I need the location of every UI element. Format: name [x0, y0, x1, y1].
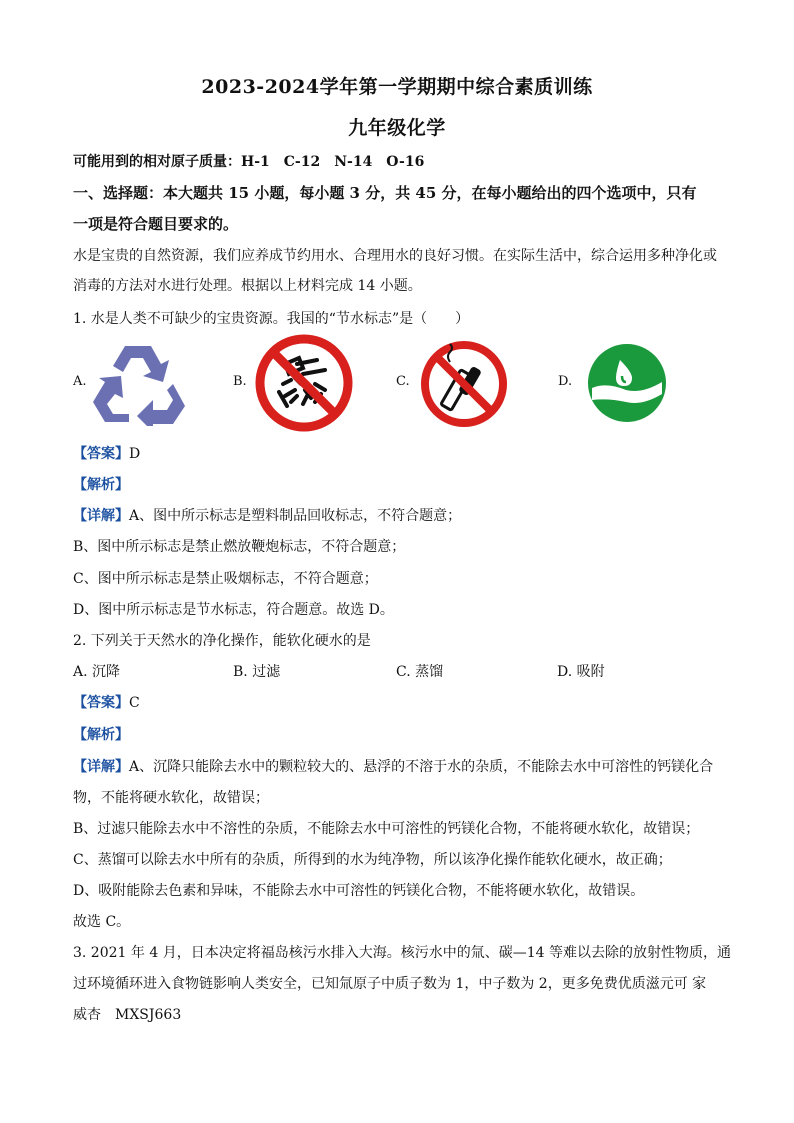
q2-detail-line-c: B、过滤只能除去水中不溶性的杂质，不能除去水中可溶性的钙镁化合物，不能将硬水软化，故错误；	[73, 821, 700, 837]
q3-line-3: 威杏 MXSJ663	[73, 1007, 182, 1023]
q2-detail-line-d: C、蒸馏可以除去水中所有的杂质，所得到的水为纯净物，所以该净化操作能软化硬水，故正确；	[73, 852, 672, 868]
q1-detail-line-a	[73, 505, 461, 525]
intro-line-1: 水是宝贵的自然资源，我们应养成节约用水、合理用水的良好习惯。在实际生活中，综合运用多种净化或	[73, 248, 717, 264]
q1-stem: 1. 水是人类不可缺少的宝贵资源。我国的“节水标志”是（ ）	[73, 311, 470, 327]
answer-value: C	[129, 695, 140, 711]
no-smoking-icon	[420, 340, 508, 428]
q1-option-b	[233, 340, 353, 426]
detail-tag: 【详解】	[73, 759, 129, 775]
q1-analysis	[73, 474, 129, 494]
atomic-masses-line: 可能用到的相对原子质量：H-1 C-12 N-14 O-16	[73, 154, 425, 170]
recycle-icon	[93, 340, 185, 426]
q1-answer	[73, 443, 140, 463]
q1-detail-line-b: B、图中所示标志是禁止燃放鞭炮标志，不符合题意；	[73, 539, 406, 555]
q1-option-c	[396, 340, 516, 426]
section-heading-line-1: 一、选择题：本大题共 15 小题，每小题 3 分，共 45 分，在每小题给出的四个选项中，只有	[73, 184, 697, 202]
q3-line-1: 3. 2021 年 4 月，日本决定将福岛核污水排入大海。核污水中的氚、碳—14 等难以去除的放射性物质，通	[73, 945, 731, 961]
q2-choice-a: A. 沉降	[73, 664, 121, 680]
q2-conclusion: 故选 C。	[73, 914, 131, 930]
answer-value: D	[129, 446, 141, 462]
detail-tag: 【详解】	[73, 508, 129, 524]
q2-detail-line-e: D、吸附能除去色素和异味，不能除去水中可溶性的钙镁化合物，不能将硬水软化，故错误。	[73, 883, 645, 899]
intro-line-2: 消毒的方法对水进行处理。根据以上材料完成 14 小题。	[73, 278, 422, 294]
q1-detail-line-c: C、图中所示标志是禁止吸烟标志，不符合题意；	[73, 571, 378, 587]
q2-choice-c: C. 蒸馏	[396, 664, 444, 680]
q2-detail-line-a	[73, 756, 713, 776]
q2-choice-b: B. 过滤	[233, 664, 281, 680]
q2-detail-line-b: 物，不能将硬水软化，故错误；	[73, 790, 269, 806]
option-label: C.	[396, 374, 410, 389]
q3-line-2: 过环境循环进入食物链影响人类安全，已知氚原子中质子数为 1，中子数为 2，更多免费优质滋元可 家	[73, 976, 707, 992]
q1-option-d	[558, 340, 698, 426]
answer-tag: 【答案】	[73, 695, 129, 711]
q1-detail-line-d: D、图中所示标志是节水标志，符合题意。故选 D。	[73, 602, 394, 618]
option-label: B.	[233, 374, 247, 389]
answer-tag: 【答案】	[73, 446, 129, 462]
q1-option-a	[73, 340, 193, 426]
q2-answer	[73, 692, 140, 712]
q2-choice-d: D. 吸附	[557, 664, 605, 680]
detail-text: A、图中所示标志是塑料制品回收标志，不符合题意；	[129, 508, 462, 524]
water-saving-icon	[586, 342, 668, 424]
q2-stem: 2. 下列关于天然水的净化操作，能软化硬水的是	[73, 633, 371, 649]
page-subtitle: 九年级化学	[348, 117, 446, 139]
detail-text: A、沉降只能除去水中的颗粒较大的、悬浮的不溶于水的杂质，不能除去水中可溶性的钙镁化合	[129, 759, 714, 775]
q1-options	[73, 340, 723, 426]
option-label: A.	[73, 374, 87, 389]
analysis-tag: 【解析】	[73, 727, 129, 743]
analysis-tag: 【解析】	[73, 477, 129, 493]
section-heading-line-2: 一项是符合题目要求的。	[73, 215, 239, 233]
page-title: 2023-2024学年第一学期期中综合素质训练	[201, 76, 593, 98]
option-label: D.	[558, 374, 573, 389]
no-firecrackers-icon	[255, 334, 353, 432]
q2-analysis	[73, 724, 129, 744]
